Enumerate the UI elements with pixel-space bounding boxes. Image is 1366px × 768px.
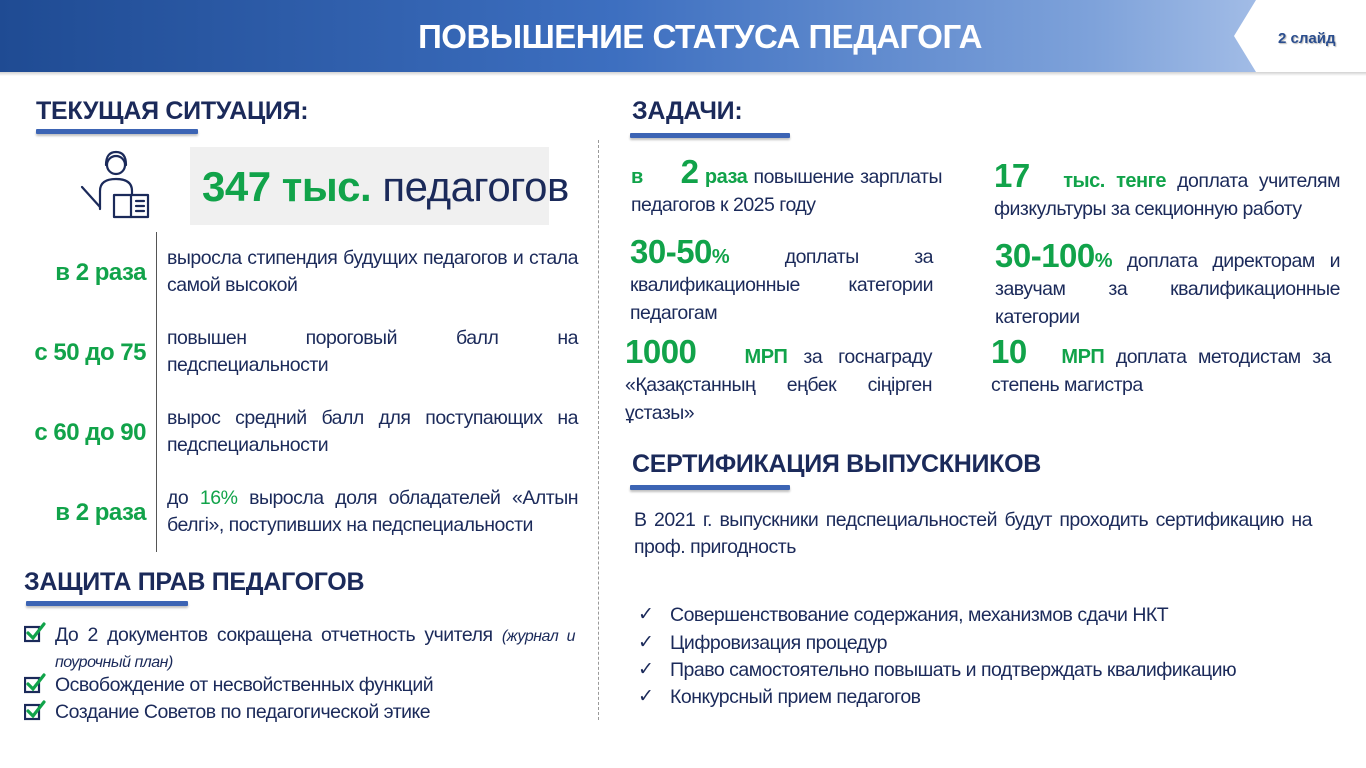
cert-item-1: Совершенствование содержания, механизмов сдачи НКТ — [670, 604, 1169, 626]
teacher-icon — [78, 149, 152, 221]
stat-text-4-highlight: 16% — [199, 487, 238, 509]
task-award-text: за госнаграду «Қазақстанның еңбек сіңірген ұстазы» — [625, 346, 933, 424]
task-directors-pct: % — [1094, 250, 1113, 272]
checkmark-icon: ✓ — [638, 632, 654, 653]
checkmark-icon: ✓ — [638, 659, 654, 680]
stat-label-3: с 60 до 90 — [34, 419, 146, 446]
rights-item-1-text: До 2 документов сокращена отчетность учителя — [55, 624, 502, 646]
task-methodists-unit: МРП — [1049, 346, 1105, 368]
task-categories-number: 30-50 — [630, 233, 712, 270]
stat-text-2: повышен пороговый балл на педспециальности — [167, 327, 578, 376]
stat-label-4: в 2 раза — [55, 499, 146, 526]
header-shadow — [0, 72, 1366, 76]
task-methodists — [991, 333, 1332, 399]
rights-title: ЗАЩИТА ПРАВ ПЕДАГОГОВ — [24, 568, 365, 596]
task-pe-teachers — [994, 157, 1340, 223]
rights-item-2: Освобождение от несвойственных функций — [55, 674, 434, 696]
task-directors-text: доплата директорам и завучам за квалификационные категории — [995, 250, 1340, 328]
slide-number: 2 слайд — [1278, 30, 1336, 47]
task-salary — [631, 153, 942, 219]
rights-item-1-note: (журнал и поурочный план) — [55, 628, 575, 671]
certification-text: В 2021 г. выпускники педспециальностей будут проходить сертификацию на проф. пригодность — [634, 509, 1312, 558]
task-state-award — [625, 333, 933, 427]
current-situation-underline — [36, 129, 198, 134]
task-categories — [630, 233, 933, 327]
cert-item-2: Цифровизация процедур — [670, 632, 887, 654]
stat-text-3: вырос средний балл для поступающих на педспециальности — [167, 407, 578, 456]
checkmark-icon: ✓ — [638, 604, 654, 625]
task-award-unit: МРП — [728, 346, 788, 368]
green-check-icon — [24, 700, 46, 722]
green-check-icon — [24, 673, 46, 695]
page-title: ПОВЫШЕНИЕ СТАТУСА ПЕДАГОГА — [418, 18, 982, 55]
column-divider — [598, 140, 599, 720]
stat-text-4 — [167, 485, 578, 539]
task-pe-unit: тыс. тенге — [1051, 170, 1167, 192]
task-methodists-number: 10 — [991, 333, 1027, 370]
rights-underline — [26, 601, 188, 606]
task-categories-pct: % — [711, 246, 730, 268]
task-pe-text: доплата учителям физкультуры за секционную работу — [994, 170, 1340, 220]
task-directors-number: 30-100 — [995, 237, 1095, 274]
stat-text-4-post: выросла доля обладателей «Алтын белгі», поступивших на педспециальности — [167, 487, 578, 536]
task-methodists-text: доплата методистам за степень магистра — [991, 346, 1332, 396]
rights-item-1 — [55, 623, 575, 675]
task-salary-pre: в — [631, 166, 650, 188]
task-pe-number: 17 — [994, 157, 1030, 194]
stat-label-1: в 2 раза — [55, 259, 146, 286]
task-award-number: 1000 — [625, 333, 697, 370]
teacher-count-number: 347 тыс. — [202, 163, 372, 210]
certification-title: СЕРТИФИКАЦИЯ ВЫПУСКНИКОВ — [632, 450, 1042, 478]
teacher-count — [202, 163, 569, 211]
checkmark-icon: ✓ — [638, 686, 654, 707]
task-salary-number: 2 — [680, 153, 699, 190]
teacher-count-suffix: педагогов — [371, 163, 569, 210]
tasks-underline — [630, 133, 790, 138]
green-check-icon — [24, 622, 46, 644]
tasks-title: ЗАДАЧИ: — [632, 97, 743, 125]
task-salary-text: повышение зарплаты педагогов к 2025 году — [631, 166, 942, 216]
stat-text-1: выросла стипендия будущих педагогов и стала самой высокой — [167, 247, 578, 296]
task-directors — [995, 237, 1340, 331]
task-salary-unit: раза — [698, 166, 748, 188]
stats-divider — [156, 232, 157, 552]
stat-text-4-pre: до — [167, 487, 200, 509]
certification-underline — [630, 485, 790, 490]
rights-item-3: Создание Советов по педагогической этике — [55, 701, 431, 723]
cert-item-4: Конкурсный прием педагогов — [670, 686, 921, 708]
stat-label-2: с 50 до 75 — [34, 339, 146, 366]
current-situation-title: ТЕКУЩАЯ СИТУАЦИЯ: — [36, 97, 309, 125]
task-categories-text: доплаты за квалификационные категории педагогам — [630, 246, 933, 324]
cert-item-3: Право самостоятельно повышать и подтверждать квалификацию — [670, 659, 1237, 681]
